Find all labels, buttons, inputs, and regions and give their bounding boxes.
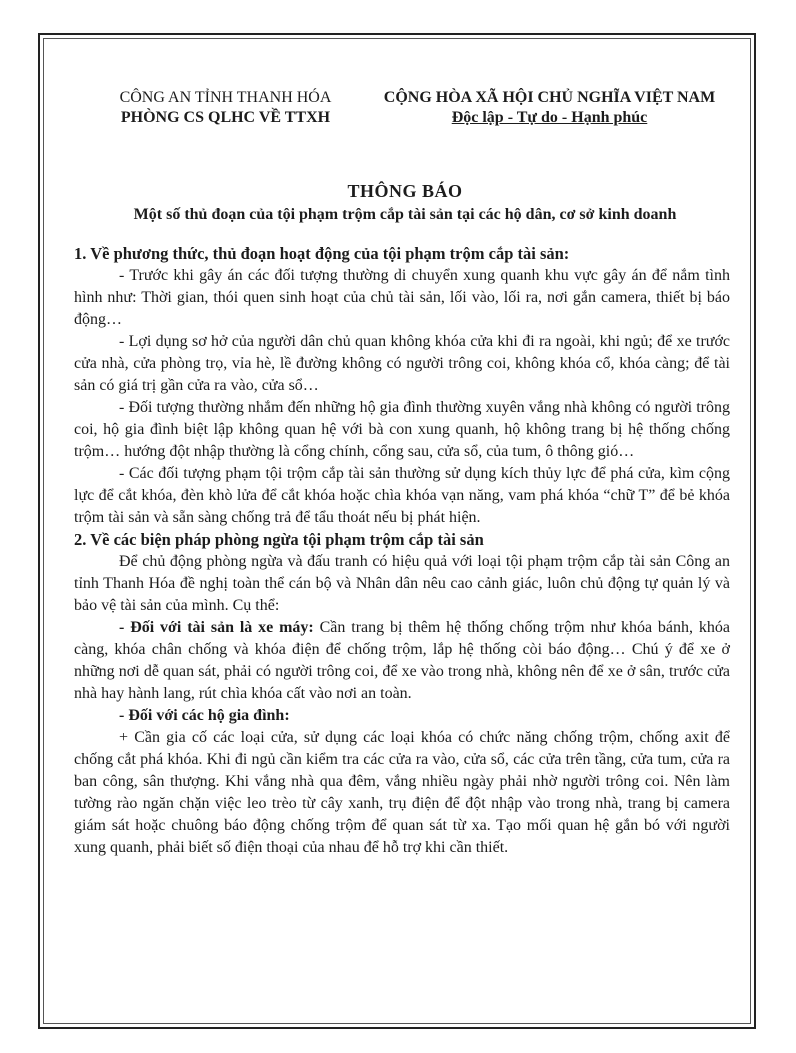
title-block (60, 180, 750, 226)
section-1-paragraph: - Trước khi gây án các đối tượng thường di chuyển xung quanh khu vực gây án để nắm tình hình như: Thời gian, thói quen sinh hoạt của chủ tài sản, lối vào, lối ra, nơi gắn camera, thiết bị báo động… (74, 267, 730, 328)
document-header (60, 88, 750, 128)
section-1-paragraph: - Đối tượng thường nhắm đến những hộ gia đình thường xuyên vắng nhà không có người trông coi, hộ gia đình biệt lập không quan hệ với bà con xung quanh, hộ không trang bị hệ thống chống trộm… hướng đột nhập thường là cổng chính, cổng sau, cửa sổ, của tum, ô thông gió… (74, 399, 730, 460)
household-paragraph: + Cần gia cố các loại cửa, sử dụng các loại khóa có chức năng chống trộm, chống axit để chống cắt phá khóa. Khi đi ngủ cần kiểm tra các cửa ra vào, cửa sổ, các cửa trên tầng, cửa tum, cửa ra ban công, sân thượng. Khi vắng nhà qua đêm, vắng nhiều ngày phải nhờ người trông coi. Nên làm tường rào ngăn chặn việc leo trèo từ cây xanh, trụ điện để đột nhập vào trong nhà, trang bị camera giám sát hoặc chuông báo động chống trộm để quan sát từ xa. Tạo mối quan hệ gắn bó với người xung quanh, phải biết số điện thoại của nhau để hỗ trợ khi cần thiết. (74, 729, 730, 856)
motorbike-label: - Đối với tài sản là xe máy: (119, 619, 314, 636)
agency-line-2: PHÒNG CS QLHC VỀ TTXH (120, 109, 331, 126)
motto: Độc lập - Tự do - Hạnh phúc (451, 109, 648, 126)
national-motto (377, 88, 722, 128)
household-label: - Đối với các hộ gia đình: (119, 707, 290, 724)
document-subtitle: Một số thủ đoạn của tội phạm trộm cắp tài sản tại các hộ dân, cơ sở kinh doanh (133, 206, 677, 223)
section-1-paragraph: - Các đối tượng phạm tội trộm cắp tài sản thường sử dụng kích thủy lực để phá cửa, kìm cộng lực để cắt khóa, đèn khò lửa để cắt khóa hoặc chìa khóa vạn năng, vam phá khóa “chữ T” để bẻ khóa trộm tài sản và sẵn sàng chống trả để tẩu thoát nếu bị phát hiện. (74, 465, 730, 526)
motorbike-text: Cần trang bị thêm hệ thống chống trộm như khóa bánh, khóa càng, khóa chân chống và khóa điện để chống trộm, lắp hệ thống còi báo động… Chú ý để xe ở những nơi dễ quan sát, phải có người trông coi, để xe vào trong nhà, không nên để xe ở sân, trước cửa nhà hay hành lang, rút chìa khóa cất vào nơi an toàn. (74, 619, 730, 702)
section-2-intro: Để chủ động phòng ngừa và đấu tranh có hiệu quả với loại tội phạm trộm cắp tài sản Công an tỉnh Thanh Hóa đề nghị toàn thể cán bộ và Nhân dân nêu cao cảnh giác, luôn chủ động tự quản lý và bảo vệ tài sản của mình. Cụ thể: (74, 553, 730, 614)
section-2-heading: 2. Về các biện pháp phòng ngừa tội phạm trộm cắp tài sản (74, 530, 484, 549)
document-title: THÔNG BÁO (347, 181, 463, 201)
issuing-agency (98, 88, 353, 128)
section-1-heading: 1. Về phương thức, thủ đoạn hoạt động của tội phạm trộm cắp tài sản: (74, 244, 570, 263)
agency-line-1: CÔNG AN TỈNH THANH HÓA (119, 89, 332, 106)
country-name: CỘNG HÒA XÃ HỘI CHỦ NGHĨA VIỆT NAM (383, 89, 716, 106)
motorbike-paragraph (74, 617, 730, 705)
document-body (74, 243, 730, 859)
section-1-paragraph: - Lợi dụng sơ hở của người dân chủ quan không khóa cửa khi đi ra ngoài, khi ngủ; để xe trước cửa nhà, cửa phòng trọ, vỉa hè, lề đường không có người trông coi, không khóa cổ, khóa càng; để tài sản có giá trị gần cửa ra vào, cửa sổ… (74, 333, 730, 394)
